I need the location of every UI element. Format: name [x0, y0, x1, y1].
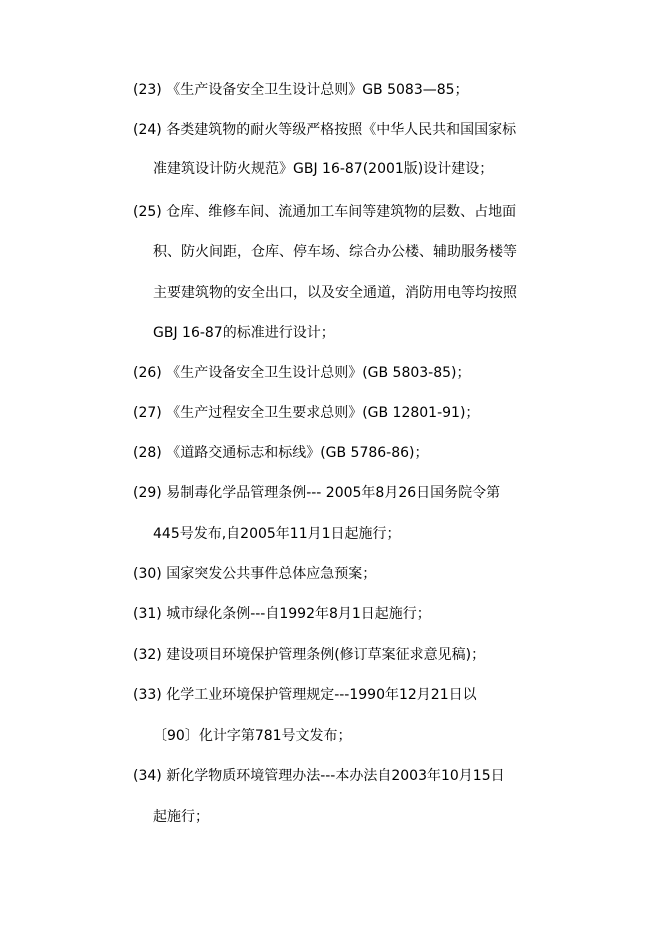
text-line-24-cont: 准建筑设计防火规范》GBJ 16-87(2001版)设计建设；	[153, 161, 494, 177]
text-line-29: (29) 易制毒化学品管理条例--- 2005年8月26日国务院令第	[133, 485, 501, 501]
text-line-24: (24) 各类建筑物的耐火等级严格按照《中华人民共和国国家标	[133, 122, 517, 138]
text-line-26: (26) 《生产设备安全卫生设计总则》(GB 5803-85)；	[133, 365, 471, 381]
text-line-23: (23) 《生产设备安全卫生设计总则》GB 5083—85；	[133, 82, 469, 98]
text-line-27: (27) 《生产过程安全卫生要求总则》(GB 12801-91)；	[133, 405, 480, 421]
text-line-33-cont: 〔90〕化计字第781号文发布；	[153, 728, 352, 744]
text-line-30: (30) 国家突发公共事件总体应急预案；	[133, 566, 377, 582]
text-line-32: (32) 建设项目环境保护管理条例(修订草案征求意见稿)；	[133, 647, 486, 663]
text-line-31: (31) 城市绿化条例---自1992年8月1日起施行；	[133, 606, 431, 622]
text-line-25-cont-2: 主要建筑物的安全出口，以及安全通道，消防用电等均按照	[153, 285, 517, 301]
text-line-25-cont-3: GBJ 16-87的标准进行设计；	[153, 325, 335, 341]
text-line-25: (25) 仓库、维修车间、流通加工车间等建筑物的层数、占地面	[133, 204, 517, 220]
text-line-29-cont: 445号发布,自2005年11月1日起施行；	[153, 526, 401, 542]
text-line-28: (28) 《道路交通标志和标线》(GB 5786-86)；	[133, 445, 429, 461]
text-line-34: (34) 新化学物质环境管理办法---本办法自2003年10月15日	[133, 768, 505, 784]
text-line-25-cont-1: 积、防火间距，仓库、停车场、综合办公楼、辅助服务楼等	[153, 244, 517, 260]
text-line-34-cont: 起施行；	[153, 809, 209, 825]
text-line-33: (33) 化学工业环境保护管理规定---1990年12月21日以	[133, 687, 477, 703]
